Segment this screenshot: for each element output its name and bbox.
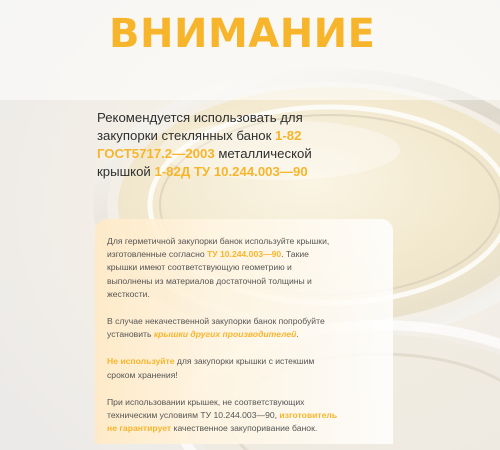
headline: ВНИМАНИЕ [109,11,376,57]
info-p1-spec-highlight: ТУ 10.244.003—90 [207,249,282,260]
intro-line-1-text: Рекомендуется использовать для [97,110,303,125]
info-p3-line-2-text: сроком хранения! [107,369,178,380]
info-p2-line-2-text: установить [107,329,154,340]
intro-line-4-text: крышкой [97,164,155,179]
info-p3-do-not-use-highlight: Не используйте [107,356,175,367]
info-p4-line-1-text: При использовании крышек, не соответствующих [107,396,305,407]
intro-line-1 [97,109,397,127]
info-p3-line-2 [107,369,385,382]
info-p4-line-2 [107,409,385,422]
info-p2-other-manufacturers-highlight: крышки других производителей [153,329,297,340]
info-p2-line-1 [107,315,385,328]
intro-line-2-text: закупорки стеклянных банок [97,128,276,143]
info-p4-no-guarantee-highlight: не гарантирует [107,423,172,434]
info-p2-line-1-text: В случае некачественной закупорки банок попробуйте [107,316,325,327]
intro-lid-type-1-82: 1-82 [275,128,302,143]
info-paragraph-geometry [107,235,385,301]
info-p2-line-2 [107,328,385,341]
info-p1-line-4 [107,275,385,288]
info-p1-line-2-tail: . Такие [281,249,309,260]
info-p1-line-1 [107,235,385,248]
info-p1-line-1-text: Для герметичной закупорки банок используйте крышки, [107,236,330,246]
intro-line-2 [97,127,397,145]
info-p1-line-5-text: жесткости. [107,288,150,299]
intro-line-3 [97,145,397,163]
info-p4-manufacturer-highlight: изготовитель [279,410,338,421]
info-box [95,219,393,444]
info-p1-line-3-text: крышки имеют соответствующую геометрию и [107,262,292,273]
info-p1-line-3 [107,261,385,274]
intro-line-4 [97,163,397,181]
intro-line-3-text: металлической [214,146,312,161]
intro-gost-standard: ГОСТ5717.2—2003 [97,146,215,161]
info-p2-line-2-tail: . [296,329,299,340]
info-p1-line-5 [107,288,385,301]
info-p4-line-2-text: техническим условиям ТУ 10.244.003—90, [107,410,280,421]
info-p1-line-4-text: выполнены из материалов достаточной толщины и [107,275,312,286]
info-paragraph-other-manufacturers [107,315,385,341]
info-p4-line-1 [107,396,385,409]
info-paragraph-expired-lids [107,355,385,381]
info-p1-line-2 [107,248,385,261]
info-p3-line-1 [107,355,385,368]
info-p4-line-3 [107,422,385,435]
info-paragraph-warranty [107,396,385,436]
info-p3-line-1-text: для закупорки крышки с истекшим [174,356,315,367]
intro-text [97,109,397,181]
intro-lid-spec-1-82d: 1-82Д ТУ 10.244.003—90 [154,164,308,179]
info-p4-line-3-text: качественное закупоривание банок. [171,423,318,434]
info-p1-line-2-text: изготовленные согласно [107,249,208,260]
